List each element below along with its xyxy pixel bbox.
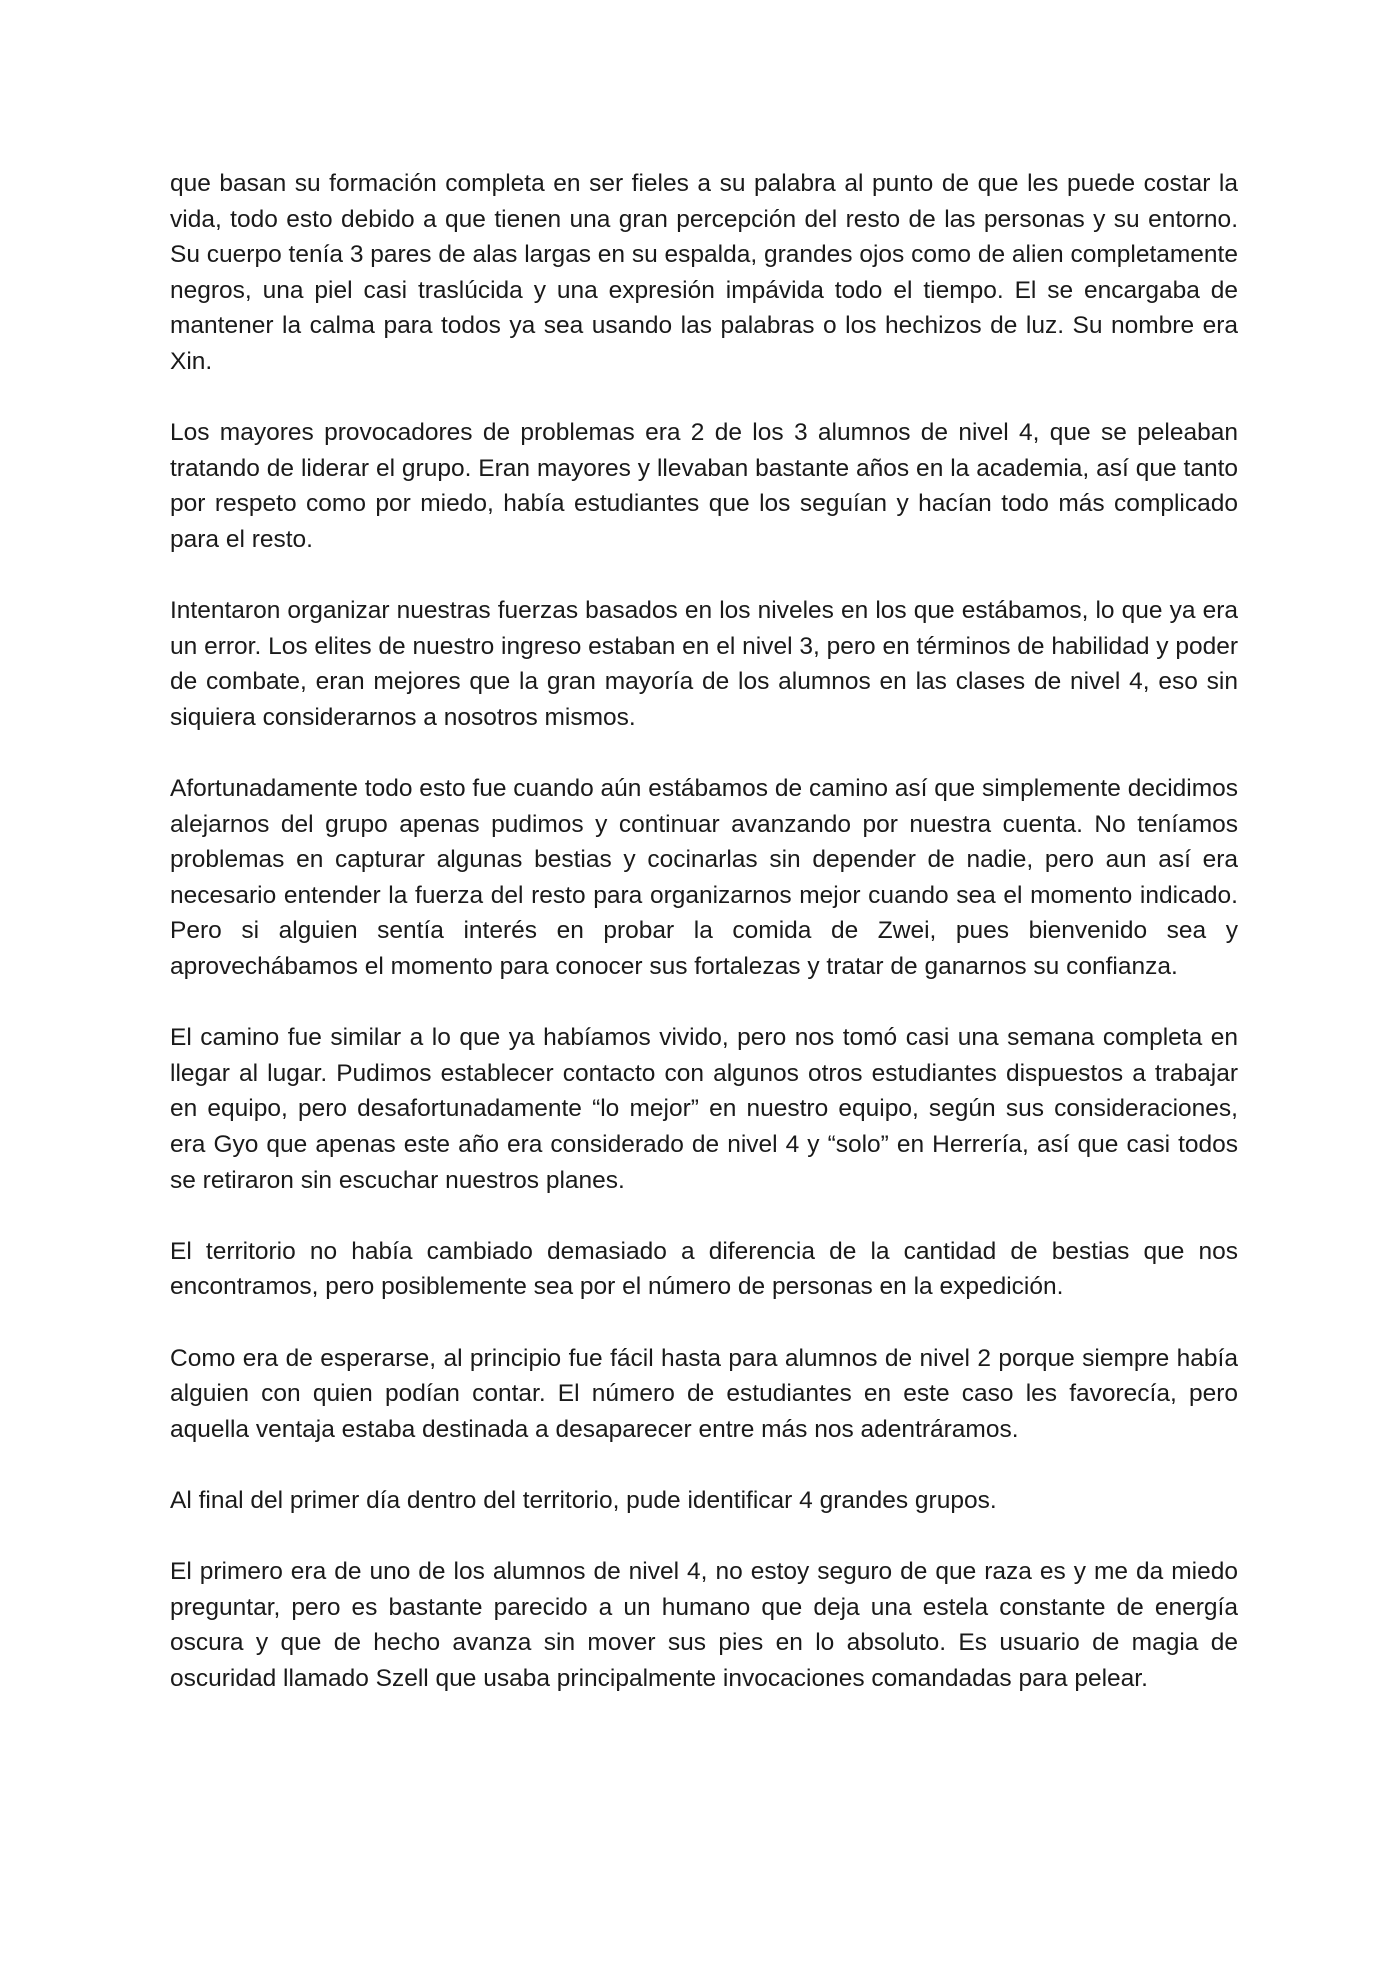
paragraph-4: Afortunadamente todo esto fue cuando aún estábamos de camino así que simplemente decidimos alejarnos del grupo apenas pudimos y continuar avanzando por nuestra cuenta. No teníamos problemas en capturar algunas bestias y cocinarlas sin depender de nadie, pero aun así era necesario entender la fuerza del resto para organizarnos mejor cuando sea el momento indicado. Pero si alguien sentía interés en probar la comida de Zwei, pues bienvenido sea y aprovechábamos el momento para conocer sus fortalezas y tratar de ganarnos su confianza. [170, 775, 1238, 981]
paragraph-7: Como era de esperarse, al principio fue fácil hasta para alumnos de nivel 2 porque siempre había alguien con quien podían contar. El número de estudiantes en este caso les favorecía, pero aquella ventaja estaba destinada a desaparecer entre más nos adentráramos. [170, 1344, 1238, 1443]
paragraph-9: El primero era de uno de los alumnos de nivel 4, no estoy seguro de que raza es y me da miedo preguntar, pero es bastante parecido a un humano que deja una estela constante de energía oscura y que de hecho avanza sin mover sus pies en lo absoluto. Es usuario de magia de oscuridad llamado Szell que usaba principalmente invocaciones comandadas para pelear. [170, 1558, 1238, 1692]
paragraph-8: Al final del primer día dentro del territorio, pude identificar 4 grandes grupos. [170, 1486, 997, 1514]
paragraph-5: El camino fue similar a lo que ya habíamos vivido, pero nos tomó casi una semana completa en llegar al lugar. Pudimos establecer contacto con algunos otros estudiantes dispuestos a trabajar en equipo, pero desafortunadamente “lo mejor” en nuestro equipo, según sus consideraciones, era Gyo que apenas este año era considerado de nivel 4 y “solo” en Herrería, así que casi todos se retiraron sin escuchar nuestros planes. [170, 1024, 1238, 1194]
paragraph-2: Los mayores provocadores de problemas era 2 de los 3 alumnos de nivel 4, que se peleaban tratando de liderar el grupo. Eran mayores y llevaban bastante años en la academia, así que tanto por respeto como por miedo, había estudiantes que los seguían y hacían todo más complicado para el resto. [170, 419, 1238, 553]
paragraph-6: El territorio no había cambiado demasiado a diferencia de la cantidad de bestias que nos encontramos, pero posiblemente sea por el número de personas en la expedición. [170, 1237, 1238, 1301]
document-page [170, 166, 1238, 1732]
paragraph-1: que basan su formación completa en ser fieles a su palabra al punto de que les puede costar la vida, todo esto debido a que tienen una gran percepción del resto de las personas y su entorno. Su cuerpo tenía 3 pares de alas largas en su espalda, grandes ojos como de alien completamente negros, una piel casi traslúcida y una expresión impávida todo el tiempo. El se encargaba de mantener la calma para todos ya sea usando las palabras o los hechizos de luz. Su nombre era Xin. [170, 170, 1238, 375]
paragraph-3: Intentaron organizar nuestras fuerzas basados en los niveles en los que estábamos, lo que ya era un error. Los elites de nuestro ingreso estaban en el nivel 3, pero en términos de habilidad y poder de combate, eran mejores que la gran mayoría de los alumnos en las clases de nivel 4, eso sin siquiera considerarnos a nosotros mismos. [170, 597, 1238, 731]
